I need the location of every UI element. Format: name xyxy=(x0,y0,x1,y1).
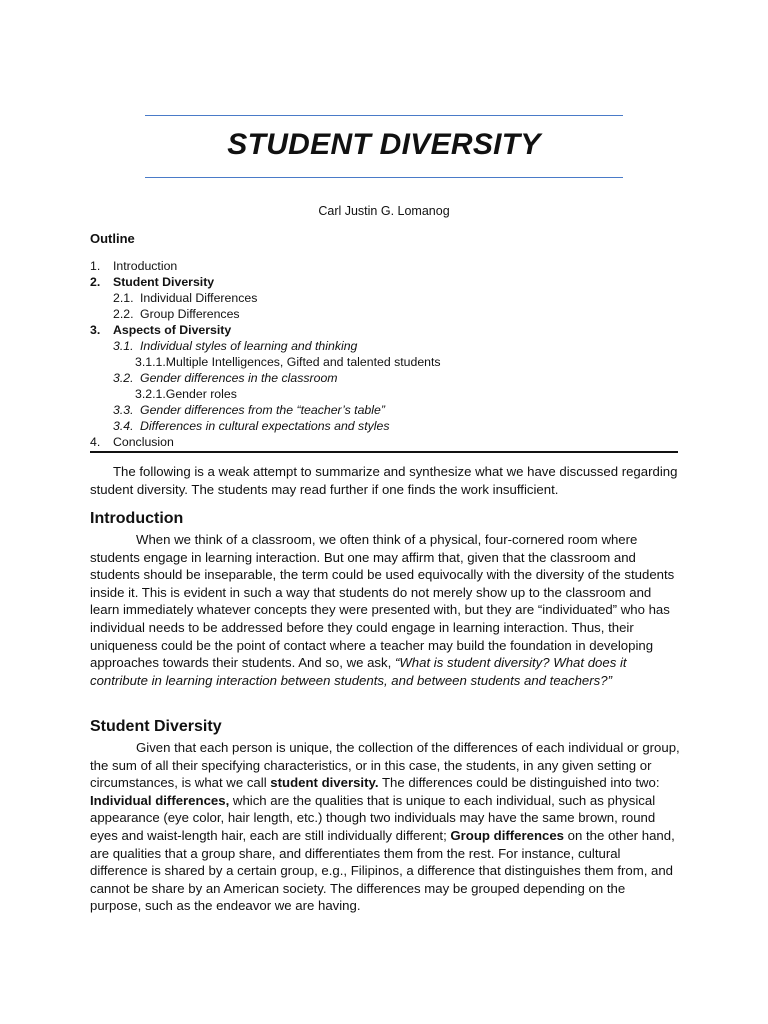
outline-item xyxy=(90,434,680,450)
sd-text: on the other hand, are qualities that a group share, and differentiates them from the rest. For instance, cultural difference is shared by a certain group, e.g., Filipinos, a difference that distinguishes them from, and cannot be share by an American society. The differences may be grouped depending on the purpose, such as the endeavor we are having. xyxy=(90,827,675,914)
outline-number: 2.1. xyxy=(113,291,134,305)
outline-text: Group Differences xyxy=(140,307,240,321)
outline-number: 2.2. xyxy=(113,307,134,321)
outline-number: 3.1. xyxy=(113,339,134,353)
outline-text: Individual styles of learning and thinking xyxy=(140,339,358,353)
outline-item xyxy=(90,322,680,338)
outline-item xyxy=(90,290,680,306)
outline-text: Gender roles xyxy=(165,387,237,401)
outline-text: Gender differences from the “teacher’s table” xyxy=(140,403,385,417)
outline-text: Multiple Intelligences, Gifted and talented students xyxy=(165,355,441,369)
outline-text: Student Diversity xyxy=(113,275,215,289)
author-name: Carl Justin G. Lomanog xyxy=(318,204,450,218)
sd-text: which are the qualities that is unique to each individual, such as physical appearance (eye color, hair length, etc.) though two individuals may have the same brown, round eyes and waist-length hair, each are still individually different; xyxy=(90,792,656,843)
outline-number: 3.1.1. xyxy=(135,355,166,369)
outline-text: Aspects of Diversity xyxy=(113,323,232,337)
outline-text: Individual Differences xyxy=(140,291,258,305)
sd-text: Given that each person is unique, the collection of the differences of each individual or group, the sum of all their specifying characteristics, or in this case, the students, in any given setting or circumstances, is what we call xyxy=(90,740,680,791)
introduction-question: “What is student diversity? What does it contribute in learning interaction between students, and between students and teachers?” xyxy=(90,655,627,688)
outline-number: 4. xyxy=(90,435,101,449)
title-top-rule xyxy=(145,115,623,116)
introduction-paragraph xyxy=(90,531,680,689)
sd-term-student-diversity: student diversity. xyxy=(270,775,379,791)
outline-number: 2. xyxy=(90,275,101,289)
outline-item xyxy=(90,386,680,402)
outline-list xyxy=(90,258,680,450)
outline-heading: Outline xyxy=(90,231,135,246)
outline-text: Gender differences in the classroom xyxy=(140,371,338,385)
sd-term-individual-differences: Individual differences, xyxy=(90,792,230,808)
sd-term-group-differences: Group differences xyxy=(450,827,565,843)
document-title: STUDENT DIVERSITY xyxy=(227,128,541,161)
introduction-heading: Introduction xyxy=(90,510,184,527)
outline-divider xyxy=(90,451,678,453)
outline-text: Conclusion xyxy=(113,435,174,449)
outline-item xyxy=(90,402,680,418)
student-diversity-heading: Student Diversity xyxy=(90,718,222,735)
outline-item xyxy=(90,306,680,322)
intro-paragraph: The following is a weak attempt to summarize and synthesize what we have discussed regarding student diversity. The students may read further if one finds the work insufficient. xyxy=(90,464,678,497)
student-diversity-paragraph xyxy=(90,739,680,915)
outline-item xyxy=(90,258,680,274)
outline-item xyxy=(90,338,680,354)
outline-item xyxy=(90,354,680,370)
outline-number: 3.4. xyxy=(113,419,134,433)
sd-text: The differences could be distinguished into two: xyxy=(378,775,660,791)
outline-number: 3.3. xyxy=(113,403,134,417)
title-bottom-rule xyxy=(145,177,623,178)
outline-item xyxy=(90,418,680,434)
outline-number: 3.2.1. xyxy=(135,387,166,401)
outline-text: Differences in cultural expectations and styles xyxy=(140,419,390,433)
outline-number: 1. xyxy=(90,259,101,273)
outline-item xyxy=(90,370,680,386)
introduction-text: When we think of a classroom, we often think of a physical, four-cornered room where students engage in learning interaction. But one may affirm that, given that the classroom and students should be inseparable, the term could be used equivocally with the diversity of the students inside it. This is evident in such a way that students do not merely show up to the classroom and learn immediately whatever concepts they were presented with, but they are “individuated” who has individual needs to be addressed before they could engage in learning interaction. Thus, their uniqueness could be the point of contact where a teacher may build the foundation in developing approaches towards their students. And so, we ask, xyxy=(90,532,675,671)
outline-item xyxy=(90,274,680,290)
outline-number: 3.2. xyxy=(113,371,134,385)
outline-number: 3. xyxy=(90,323,101,337)
outline-text: Introduction xyxy=(113,259,178,273)
